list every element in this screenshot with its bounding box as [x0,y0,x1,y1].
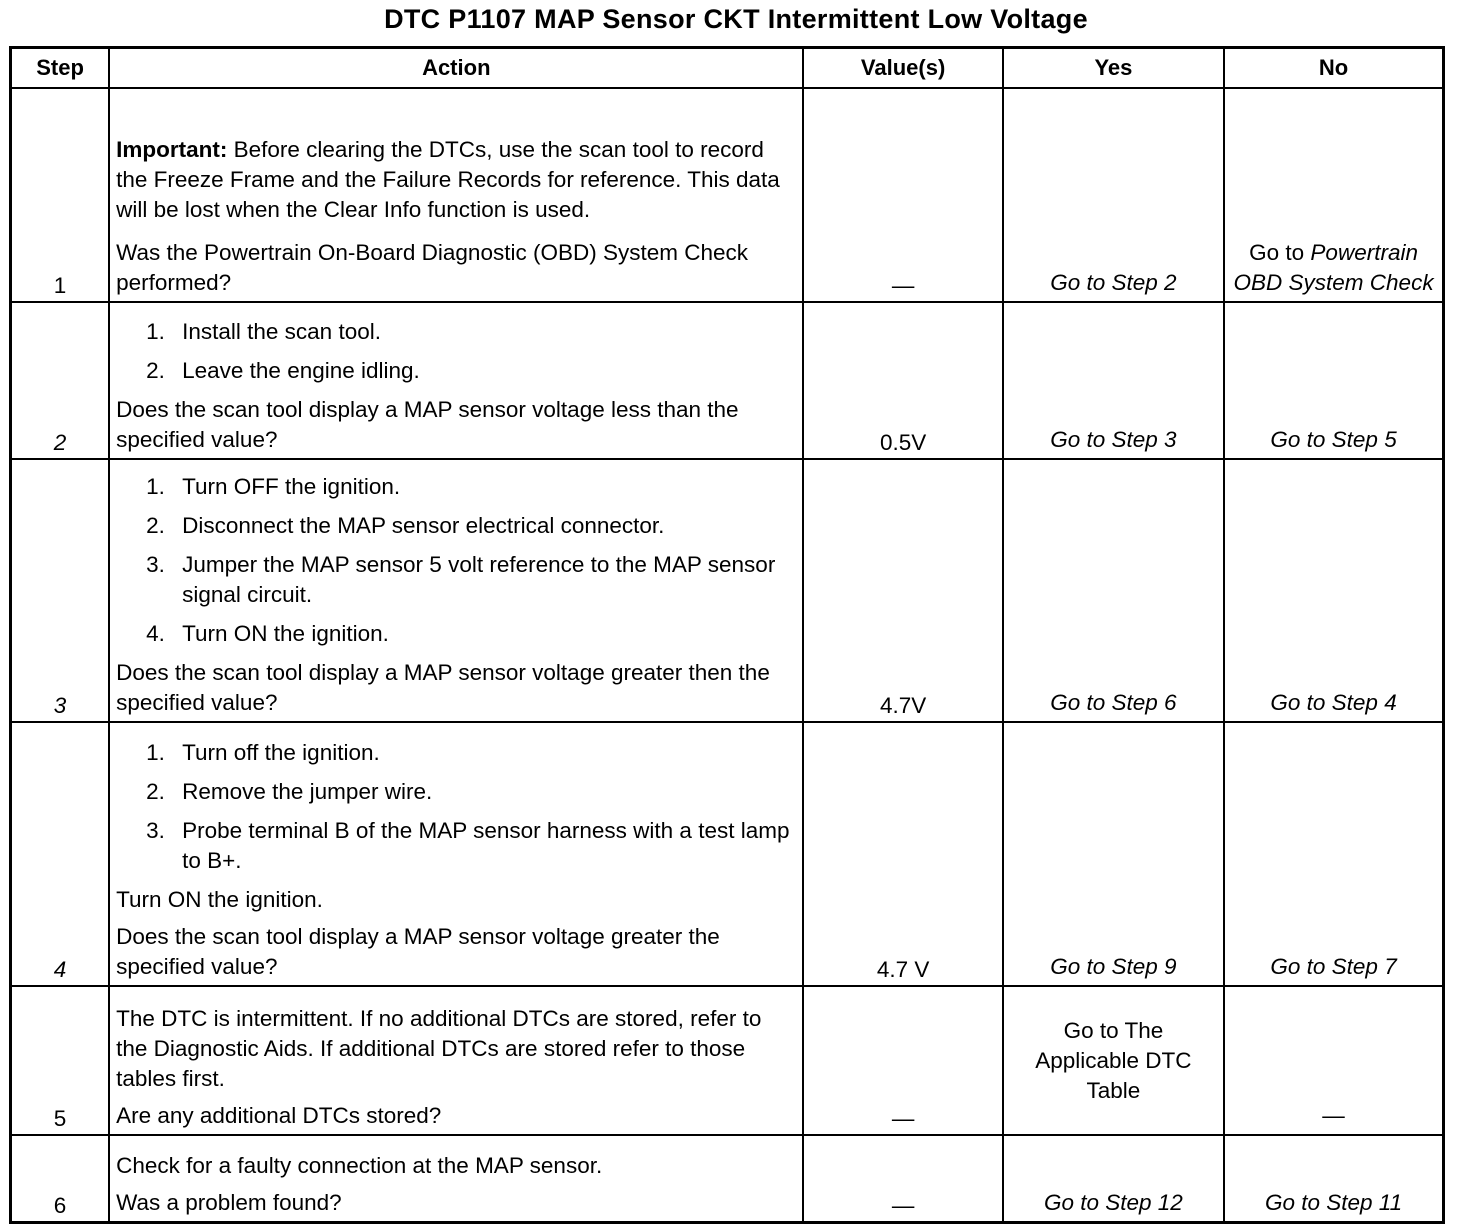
action-step: 2. Remove the jumper wire. [146,779,433,804]
no-link[interactable]: Go to Step 7 [1224,722,1443,986]
action-step: 1. Install the scan tool. [146,319,381,344]
no-link[interactable]: Go to Step 11 [1224,1135,1443,1223]
page-title: DTC P1107 MAP Sensor CKT Intermittent Low Voltage [384,4,1088,34]
table-row [11,722,1444,986]
question-text: Are any additional DTCs stored? [116,1103,442,1128]
important-text: Before clearing the DTCs, use the scan tool to record the Freeze Frame and the Failure Records for reference. This data will be lost when the Clear Info function is used. [116,137,780,222]
table-row [11,459,1444,722]
value-cell: — [803,1135,1002,1223]
no-link[interactable] [1224,88,1443,302]
action-cell [109,986,803,1135]
diagnostic-table [9,46,1445,1224]
action-step: 1. Turn off the ignition. [146,740,380,765]
value-cell: 4.7V [803,459,1002,722]
table-row [11,1135,1444,1223]
step-number: 2 [11,302,110,459]
table-row [11,986,1444,1135]
question-text: Does the scan tool display a MAP sensor voltage greater the specified value? [116,924,720,979]
value-cell: 4.7 V [803,722,1002,986]
action-step: 2. Leave the engine idling. [146,358,420,383]
yes-link[interactable]: Go to Step 6 [1003,459,1224,722]
action-cell [109,722,803,986]
action-step: 3. Jumper the MAP sensor 5 volt reference to the MAP sensor signal circuit. [146,552,776,607]
step-number: 6 [11,1135,110,1223]
yes-link[interactable]: Go to Step 3 [1003,302,1224,459]
yes-link[interactable]: Go to Step 9 [1003,722,1224,986]
header-no: No [1224,48,1443,89]
step-number: 1 [11,88,110,302]
no-link[interactable]: Go to Step 5 [1224,302,1443,459]
action-steps [116,472,792,649]
action-text: Check for a faulty connection at the MAP sensor. [116,1153,603,1178]
action-step: 2. Disconnect the MAP sensor electrical connector. [146,513,665,538]
value-cell: — [803,88,1002,302]
yes-link[interactable]: Go to The Applicable DTC Table [1003,986,1224,1135]
value-cell: 0.5V [803,302,1002,459]
table-header-row [11,48,1444,89]
action-step: 1. Turn OFF the ignition. [146,474,401,499]
header-step: Step [11,48,110,89]
question-text: Was the Powertrain On-Board Diagnostic (OBD) System Check performed? [116,240,748,295]
no-link-prefix: Go to [1249,240,1305,265]
step-number: 4 [11,722,110,986]
header-yes: Yes [1003,48,1224,89]
extra-instruction: Turn ON the ignition. [116,887,323,912]
no-link[interactable]: Go to Step 4 [1224,459,1443,722]
action-steps [116,317,792,386]
important-label: Important: [116,137,228,162]
question-text: Does the scan tool display a MAP sensor voltage greater then the specified value? [116,660,770,715]
no-value: — [1224,986,1443,1135]
important-note [116,135,792,225]
action-cell [109,459,803,722]
action-cell [109,302,803,459]
action-cell [109,88,803,302]
table-row [11,88,1444,302]
no-link-target: Powertrain OBD System Check [1233,240,1434,295]
action-step: 4. Turn ON the ignition. [146,621,389,646]
question-text: Was a problem found? [116,1190,342,1215]
step-number: 3 [11,459,110,722]
value-cell: — [803,986,1002,1135]
header-action: Action [109,48,803,89]
step-number: 5 [11,986,110,1135]
header-value: Value(s) [803,48,1002,89]
action-steps [116,738,792,876]
yes-link[interactable]: Go to Step 2 [1003,88,1224,302]
action-step: 3. Probe terminal B of the MAP sensor harness with a test lamp to B+. [146,818,790,873]
table-row [11,302,1444,459]
question-text: Does the scan tool display a MAP sensor voltage less than the specified value? [116,397,739,452]
action-text: The DTC is intermittent. If no additional DTCs are stored, refer to the Diagnostic Aids. If additional DTCs are stored refer to those tables first. [116,1006,762,1091]
yes-link[interactable]: Go to Step 12 [1003,1135,1224,1223]
action-cell [109,1135,803,1223]
